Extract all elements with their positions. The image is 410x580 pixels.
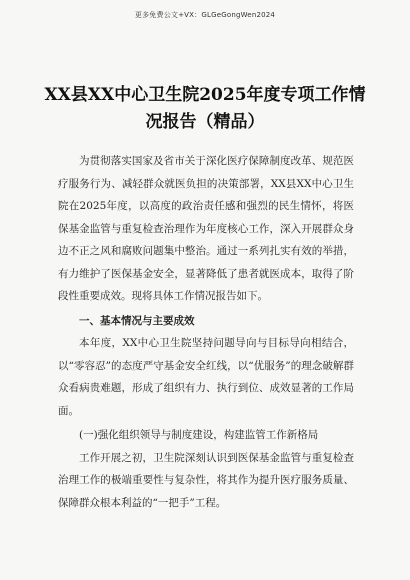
- intro-paragraph: 为贯彻落实国家及省市关于深化医疗保障制度改革、规范医疗服务行为、减轻群众就医负担的决策部署，XX县XX中心卫生院在2025年度，以高度的政治责任感和强烈的民生情怀，将医保基金监管与重复检查治理作为年度核心工作，深入开展群众身边不正之风和腐败问题集中整治。通过一系列扎实有效的举措，有力维护了医保基金安全，显著降低了患者就医成本，取得了阶段性重要成效。现将具体工作情况报告如下。: [58, 155, 354, 302]
- section-heading: 一、基本情况与主要成效: [79, 314, 195, 327]
- document-body: [58, 150, 354, 514]
- subsection-heading: (一)强化组织领导与制度建设，构建监管工作新格局: [79, 429, 319, 441]
- header-note: 更多免费公文+VX：GLGeGongWen2024: [134, 11, 276, 19]
- document-title: XX县XX中心卫生院2025年度专项工作情况报告（精品）: [44, 85, 366, 132]
- subsection-paragraph: 工作开展之初，卫生院深刻认识到医保基金监管与重复检查治理工作的极端重要性与复杂性，将其作为提升医疗服务质量、保障群众根本利益的“一把手”工程。: [58, 451, 354, 509]
- section-paragraph: 本年度，XX中心卫生院坚持问题导向与目标导向相结合，以“零容忍”的态度严守基金安全红线，以“优服务”的理念破解群众看病贵难题，形成了组织有力、执行到位、成效显著的工作局面。: [58, 337, 354, 417]
